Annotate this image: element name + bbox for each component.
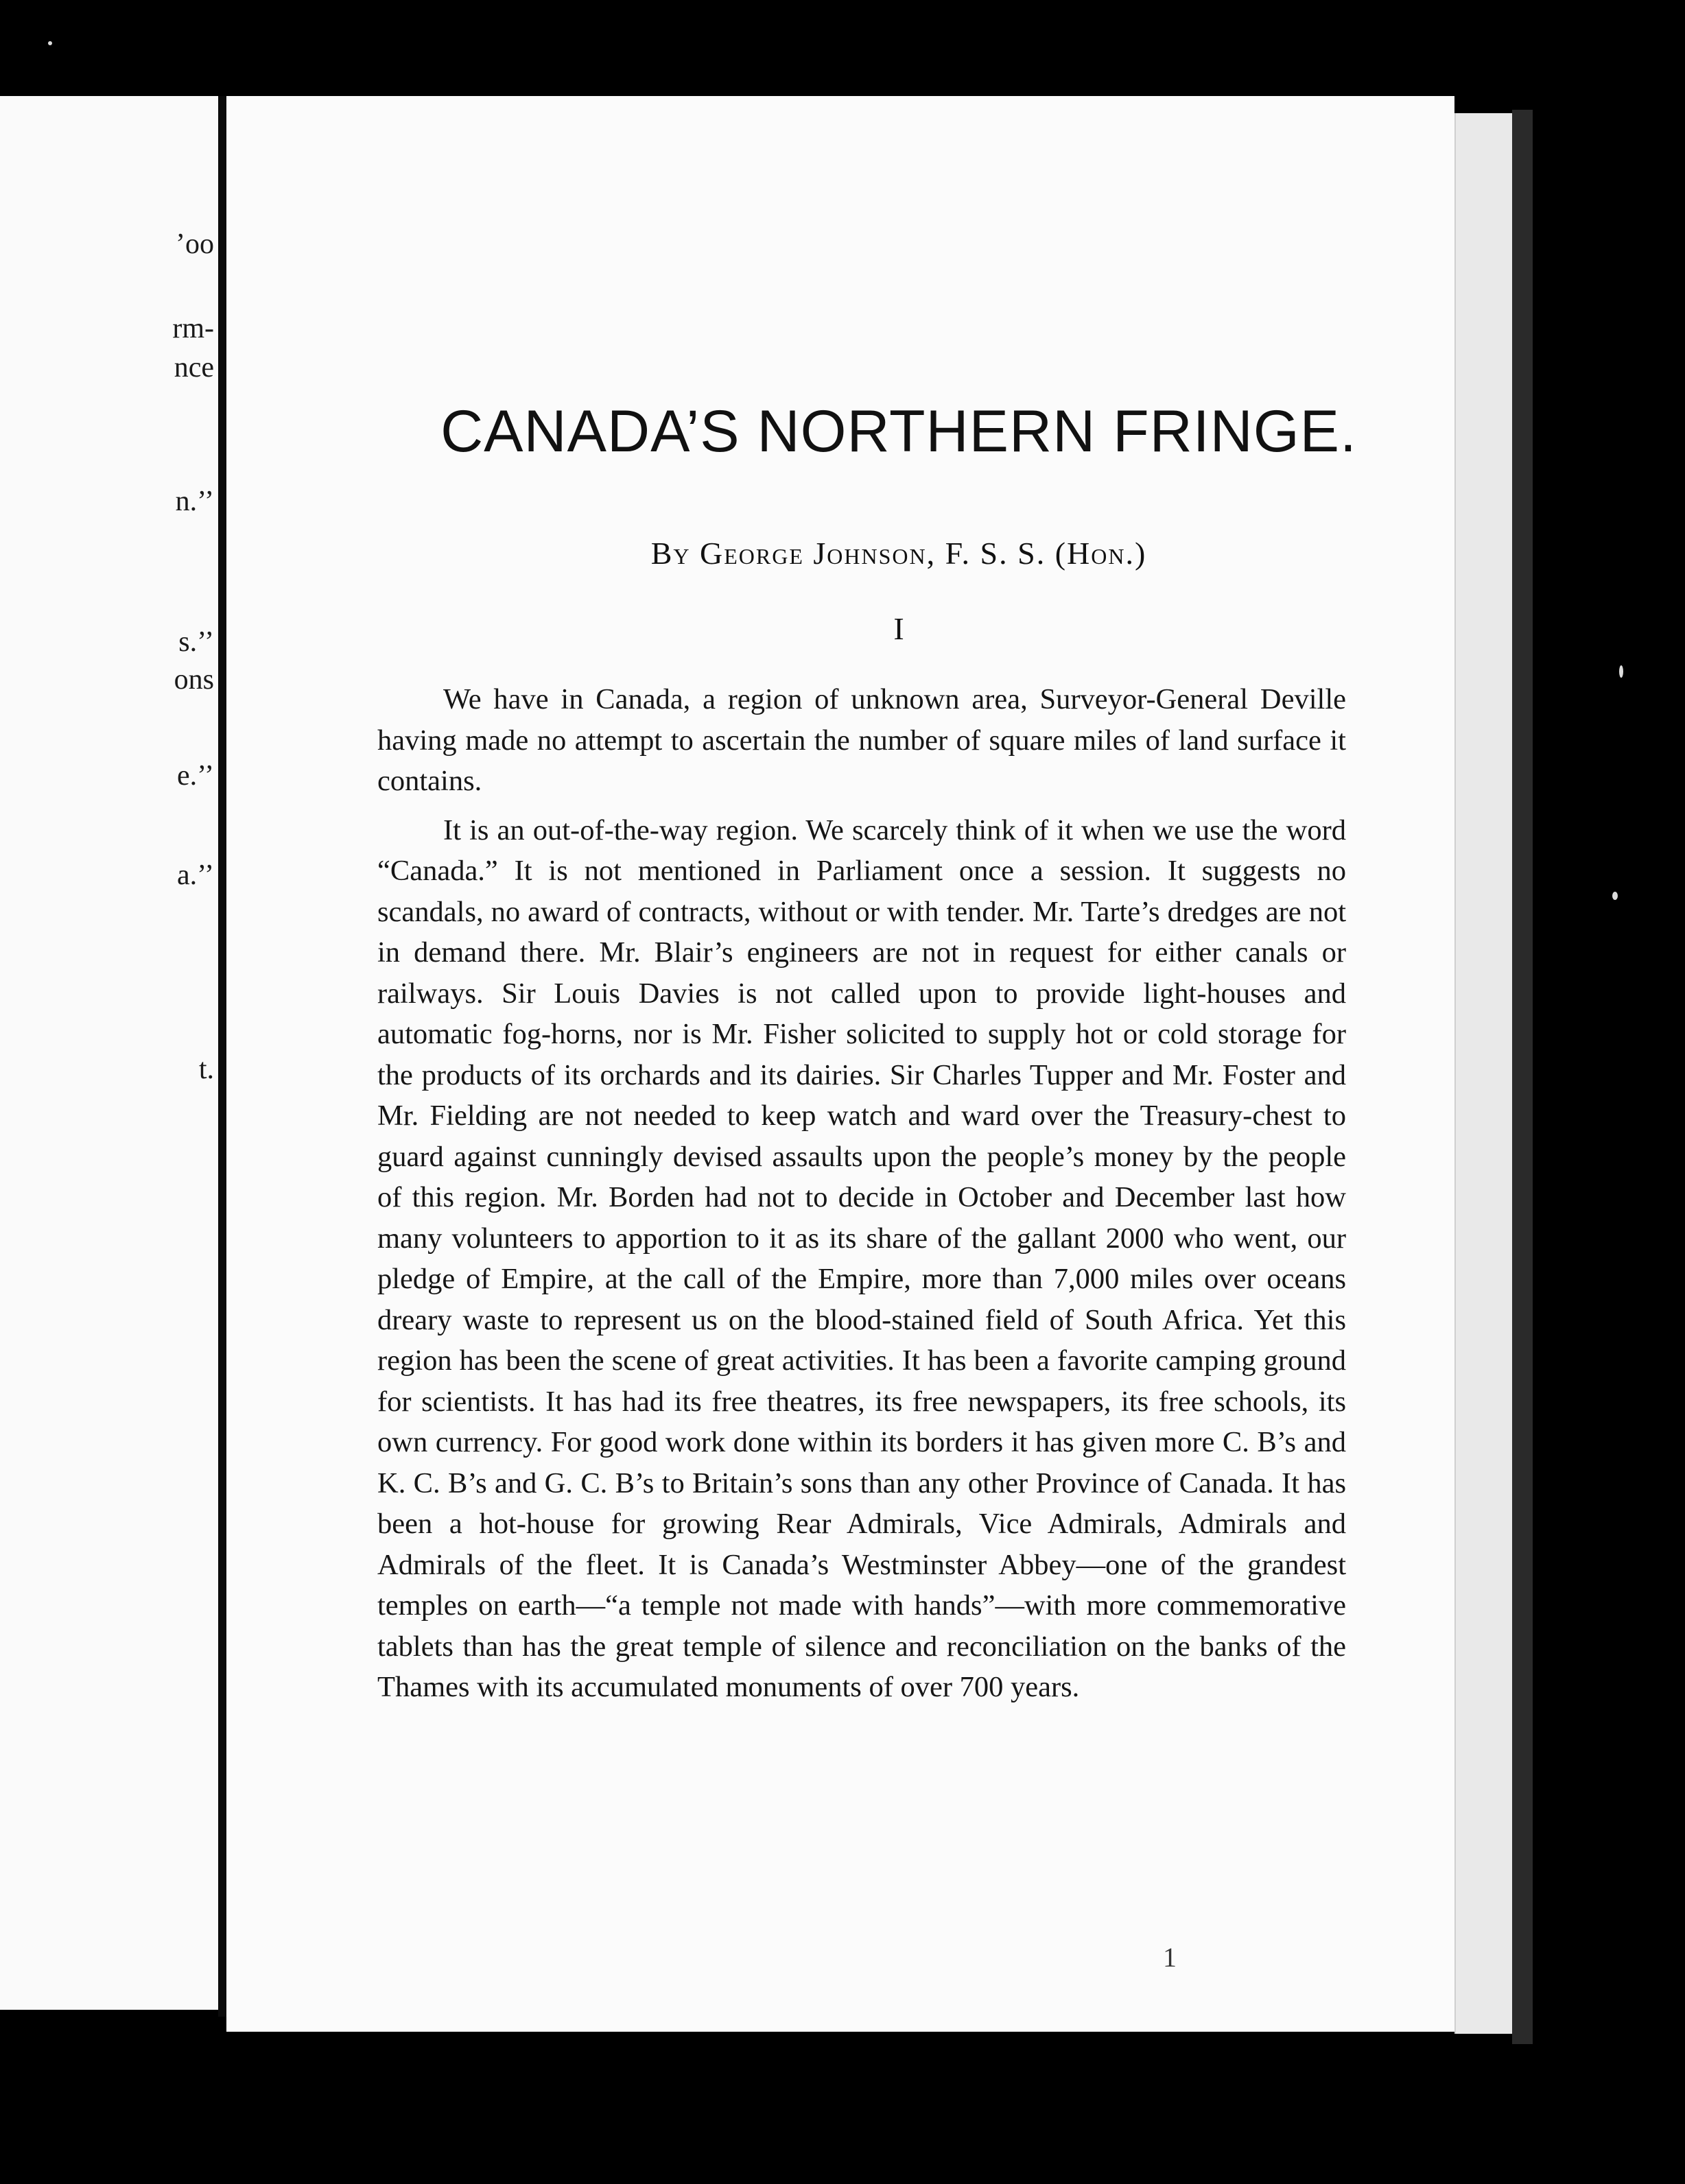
page-edges xyxy=(1454,113,1513,2034)
scan-speck xyxy=(48,41,52,45)
left-page-fragment: s.’’ xyxy=(178,626,214,658)
article-title: CANADA’S NORTHERN FRINGE. xyxy=(440,399,1357,464)
left-page-fragment: t. xyxy=(198,1054,214,1085)
left-page-fragment: e.’’ xyxy=(177,760,214,792)
paragraph: It is an out-of-the-way region. We scarcely think of it when we use the word “Canada.” It is not mentioned in Parliament once a session. It suggests no scandals, no award of contracts, without or with tender. Mr. Tarte’s dredges are not in demand there. Mr. Blair’s engineers are not in request for either canals or railways. Sir Louis Davies is not called upon to provide light-houses and automatic fog-horns, nor is Mr. Fisher solicited to supply hot or cold storage for the products of its orchards and its dairies. Sir Charles Tupper and Mr. Foster and Mr. Fielding are not needed to keep watch and ward over the Treasury-chest to guard against cunningly devised assaults upon the people’s money by the people of this region. Mr. Borden had not to decide in October and December last how many volunteers to apportion to it as its share of the gallant 2000 who went, our pledge of Empire, at the call of the Empire, more than 7,000 miles over oceans dreary waste to represent us on the blood-stained field of South Africa. Yet this region has been the scene of great activities. It has been a favorite camping ground for scientists. It has had its free theatres, its free newspapers, its free schools, its own currency. For good work done within its borders it has given more C. B’s and K. C. B’s and G. C. B’s to Britain’s sons than any other Province of Canada. It has been a hot-house for growing Rear Admirals, Vice Admirals, Admirals and Admirals of the fleet. It is Canada’s Westminster Abbey—one of the grandest temples on earth—“a temple not made with hands”—with more commemorative tablets than has the great temple of silence and reconciliation on the banks of the Thames with its accumulated monuments of over 700 years. xyxy=(377,814,1346,1703)
scan-speck xyxy=(1619,665,1623,678)
paragraph: We have in Canada, a region of unknown area, Surveyor-General Deville having made no attempt to ascertain the number of square miles of land surface it contains. xyxy=(377,683,1346,797)
article-page xyxy=(226,96,1454,2032)
book-gutter xyxy=(218,96,226,2017)
left-page-fragment: n.’’ xyxy=(175,486,214,517)
left-page-fragment: ’oo xyxy=(176,228,214,260)
book-cover-edge xyxy=(1512,110,1533,2044)
left-page-fragment: ons xyxy=(174,664,214,696)
left-page-fragment: a.’’ xyxy=(177,859,214,891)
page-number: 1 xyxy=(1163,1942,1177,1973)
scan-speck xyxy=(1612,892,1618,900)
article-body xyxy=(377,679,1346,1716)
section-numeral: I xyxy=(893,611,904,646)
article-byline: By George Johnson, F. S. S. (Hon.) xyxy=(650,536,1147,571)
left-facing-page xyxy=(0,96,218,2010)
left-page-fragment: rm- xyxy=(172,313,214,344)
left-page-fragment: nce xyxy=(174,352,214,383)
